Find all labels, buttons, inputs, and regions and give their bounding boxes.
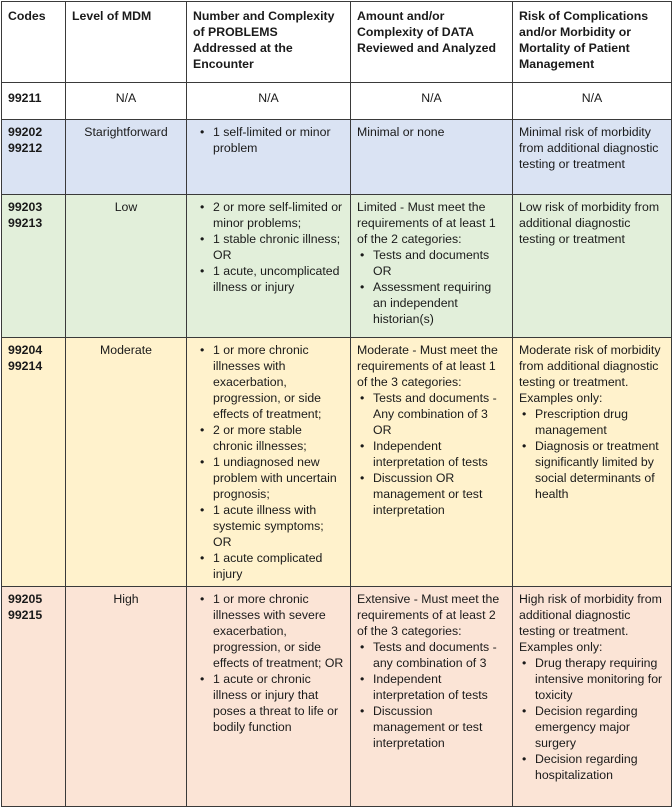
risk-cell — [513, 338, 672, 587]
risk-examples-label: Examples only: — [519, 391, 603, 405]
header-data: Amount and/or Complexity of DATA Reviewed and Analyzed — [351, 2, 513, 83]
risk-intro: High risk of morbidity from additional diagnostic testing or treatment. — [519, 592, 662, 638]
table-header-row — [2, 2, 672, 83]
header-codes: Codes — [2, 2, 66, 83]
list-item: • 2 or more self-limited or minor problems; — [213, 199, 344, 231]
table-row — [2, 83, 672, 120]
header-risk: Risk of Complications and/or Morbidity or Mortality of Patient Management — [513, 2, 672, 83]
data-cell — [351, 195, 513, 338]
list-item: • 1 or more chronic illnesses with exacerbation, progression, or side effects of treatment; — [213, 342, 344, 422]
list-item: • Independent interpretation of tests — [373, 671, 506, 703]
list-item: • 1 acute illness with systemic symptoms; OR — [213, 502, 344, 550]
data-cell: Minimal or none — [351, 120, 513, 195]
list-item: • 1 undiagnosed new problem with uncertain prognosis; — [213, 454, 344, 502]
list-item: • Assessment requiring an independent historian(s) — [373, 279, 506, 327]
code-cell — [2, 120, 66, 195]
list-item: • 1 self-limited or minor problem — [213, 124, 344, 156]
risk-examples-label: Examples only: — [519, 640, 603, 654]
list-item: • 1 acute complicated injury — [213, 550, 344, 582]
table-row — [2, 587, 672, 807]
code-value: 99214 — [8, 359, 43, 373]
level-cell: Starightforward — [66, 120, 187, 195]
list-item: • Tests and documents - any combination of 3 — [373, 639, 506, 671]
risk-cell — [513, 587, 672, 807]
code-value: 99212 — [8, 141, 43, 155]
list-item: • Tests and documents - Any combination of 3 OR — [373, 390, 506, 438]
risk-cell: Minimal risk of morbidity from additional diagnostic testing or treatment — [513, 120, 672, 195]
list-item: • 1 or more chronic illnesses with severe exacerbation, progression, or side effects of treatment; OR — [213, 591, 344, 671]
code-value: 99205 — [8, 592, 43, 606]
risk-cell: Low risk of morbidity from additional diagnostic testing or treatment — [513, 195, 672, 338]
code-value: 99211 — [8, 91, 42, 105]
level-cell: High — [66, 587, 187, 807]
mdm-levels-table — [1, 1, 672, 807]
list-item: • 1 acute or chronic illness or injury that poses a threat to life or bodily function — [213, 671, 344, 735]
problems-cell — [187, 587, 351, 807]
code-value: 99213 — [8, 216, 43, 230]
data-cell — [351, 338, 513, 587]
list-item: • Drug therapy requiring intensive monitoring for toxicity — [535, 655, 665, 703]
list-item: • Prescription drug management — [535, 406, 665, 438]
code-value: 99203 — [8, 200, 43, 214]
header-level-of-mdm: Level of MDM — [66, 2, 187, 83]
table-row — [2, 120, 672, 195]
problems-cell — [187, 120, 351, 195]
code-cell — [2, 587, 66, 807]
list-item: • Discussion management or test interpretation — [373, 703, 506, 751]
level-cell: Moderate — [66, 338, 187, 587]
problems-cell: N/A — [187, 83, 351, 120]
list-item: • Decision regarding emergency major surgery — [535, 703, 665, 751]
code-value: 99215 — [8, 608, 43, 622]
data-cell: N/A — [351, 83, 513, 120]
list-item: • Tests and documents OR — [373, 247, 506, 279]
problems-cell — [187, 338, 351, 587]
data-intro: Limited - Must meet the requirements of at least 1 of the 2 categories: — [357, 200, 496, 246]
problems-cell — [187, 195, 351, 338]
risk-cell: N/A — [513, 83, 672, 120]
code-cell — [2, 83, 66, 120]
table-row — [2, 195, 672, 338]
level-cell: N/A — [66, 83, 187, 120]
list-item: • Discussion OR management or test interpretation — [373, 470, 506, 518]
data-intro: Extensive - Must meet the requirements of at least 2 of the 3 categories: — [357, 592, 500, 638]
list-item: • Diagnosis or treatment significantly limited by social determinants of health — [535, 438, 665, 502]
header-problems: Number and Complexity of PROBLEMS Addressed at the Encounter — [187, 2, 351, 83]
list-item: • 1 acute, uncomplicated illness or injury — [213, 263, 344, 295]
code-cell — [2, 338, 66, 587]
code-value: 99204 — [8, 343, 43, 357]
list-item: • 2 or more stable chronic illnesses; — [213, 422, 344, 454]
list-item: • 1 stable chronic illness; OR — [213, 231, 344, 263]
list-item: • Independent interpretation of tests — [373, 438, 506, 470]
data-intro: Moderate - Must meet the requirements of at least 1 of the 3 categories: — [357, 343, 498, 389]
risk-intro: Moderate risk of morbidity from additional diagnostic testing or treatment. — [519, 343, 661, 389]
list-item: • Decision regarding hospitalization — [535, 751, 665, 783]
level-cell: Low — [66, 195, 187, 338]
code-cell — [2, 195, 66, 338]
table-row — [2, 338, 672, 587]
code-value: 99202 — [8, 125, 43, 139]
data-cell — [351, 587, 513, 807]
